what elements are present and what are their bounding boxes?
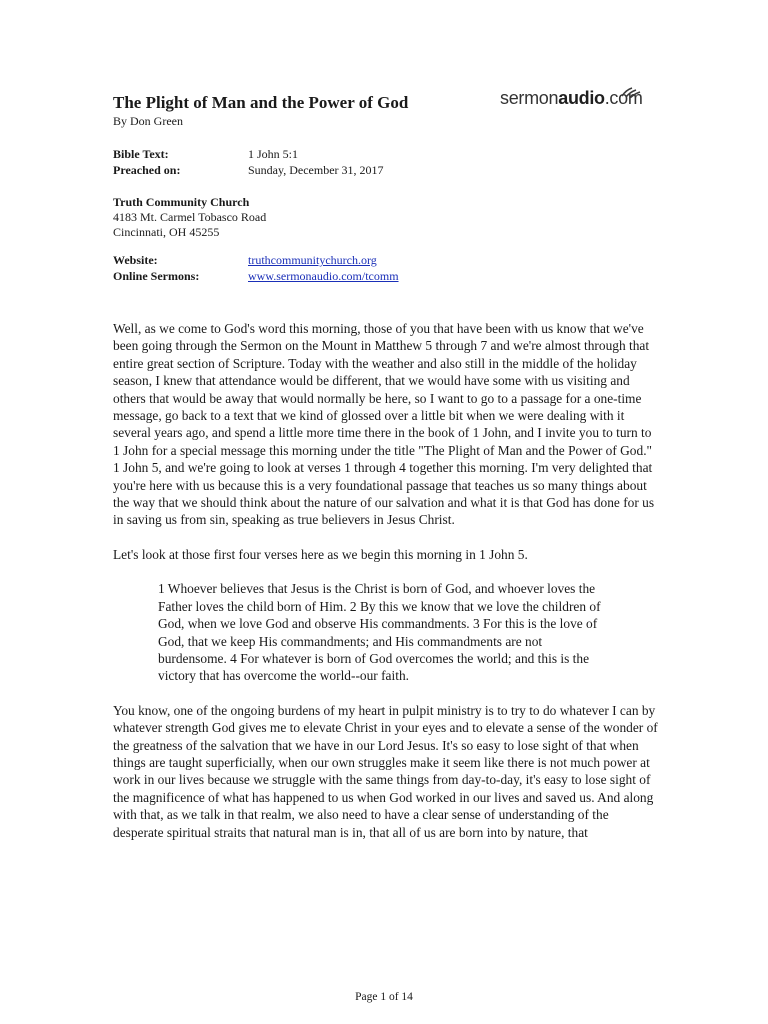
sound-waves-icon bbox=[620, 84, 642, 98]
church-info bbox=[113, 195, 266, 240]
church-name: Truth Community Church bbox=[113, 195, 250, 209]
author-line: By Don Green bbox=[113, 114, 183, 128]
page-number: Page 1 of 14 bbox=[355, 991, 413, 1003]
online-sermons-label: Online Sermons: bbox=[113, 269, 200, 283]
website-link[interactable]: truthcommunitychurch.org bbox=[248, 253, 377, 267]
bible-text-label: Bible Text: bbox=[113, 147, 169, 161]
body-paragraph-1: Well, as we come to God's word this morning, those of you that have been with us know that we've been going through the Sermon on the Mount in Matthew 5 through 7 and we're almost through that entire great section of Scripture. Today with the weather and also still in the middle of the holiday season, I knew that attendance would be different, that we would have some with us visiting and others that would be away that would normally be here, so I want to go to a passage for a one-time message, go back to a text that we kind of glossed over a little bit when we were dealing with it several years ago, and spend a little more time there in the book of 1 John, and I invite you to turn to 1 John for a special message this morning under the title "The Plight of Man and the Power of God." 1 John 5, and we're going to look at verses 1 through 4 together this morning. I'm very delighted that you're here with us because this is a very foundational passage that teaches us so many things about the way that we should think about the nature of our salvation and what it is that God has done for us in saving us from sin, speaking as true believers in Jesus Christ. bbox=[113, 321, 655, 528]
online-sermons-link[interactable]: www.sermonaudio.com/tcomm bbox=[248, 269, 399, 283]
church-address-line2: Cincinnati, OH 45255 bbox=[113, 225, 220, 239]
bible-text-value: 1 John 5:1 bbox=[248, 147, 299, 161]
body-paragraph-3: You know, one of the ongoing burdens of my heart in pulpit ministry is to try to do whatever I can by whatever strength God gives me to elevate Christ in your eyes and to elevate a sense of the wonder of the greatness of the salvation that we have in our Lord Jesus. It's so easy to lose sight of that when things are taught superficially, when our own struggles make it seem like there is not much power at work in our lives because we struggle with the same things from day-to-day, it's easy to lose sight of the magnificence of what has happened to us when God worked in our lives and saved us. And along with that, as we talk in that realm, we also need to have a clear sense of understanding of the desperate spiritual straits that natural man is in, that all of us are born into by nature, that bbox=[113, 702, 658, 840]
body-paragraph-2: Let's look at those first four verses here as we begin this morning in 1 John 5. bbox=[113, 546, 528, 562]
preached-on-value: Sunday, December 31, 2017 bbox=[248, 163, 384, 177]
preached-on-label: Preached on: bbox=[113, 163, 181, 177]
logo-text-part-c: .com bbox=[604, 88, 643, 108]
website-label: Website: bbox=[113, 253, 158, 267]
page-title: The Plight of Man and the Power of God bbox=[113, 93, 409, 112]
logo-text-part-b: audio bbox=[558, 88, 605, 108]
sermon-body bbox=[113, 320, 658, 858]
scripture-quote: 1 Whoever believes that Jesus is the Christ is born of God, and whoever loves the Father loves the child born of Him. 2 By this we know that we love the children of God, when we love God and observe His commandments. 3 For this is the love of God, that we keep His commandments; and His commandments are not burdensome. 4 For whatever is born of God overcomes the world; and this is the victory that has overcome the world--our faith. bbox=[158, 581, 601, 684]
church-address-line1: 4183 Mt. Carmel Tobasco Road bbox=[113, 210, 267, 224]
logo-text-part-a: sermon bbox=[500, 88, 559, 108]
